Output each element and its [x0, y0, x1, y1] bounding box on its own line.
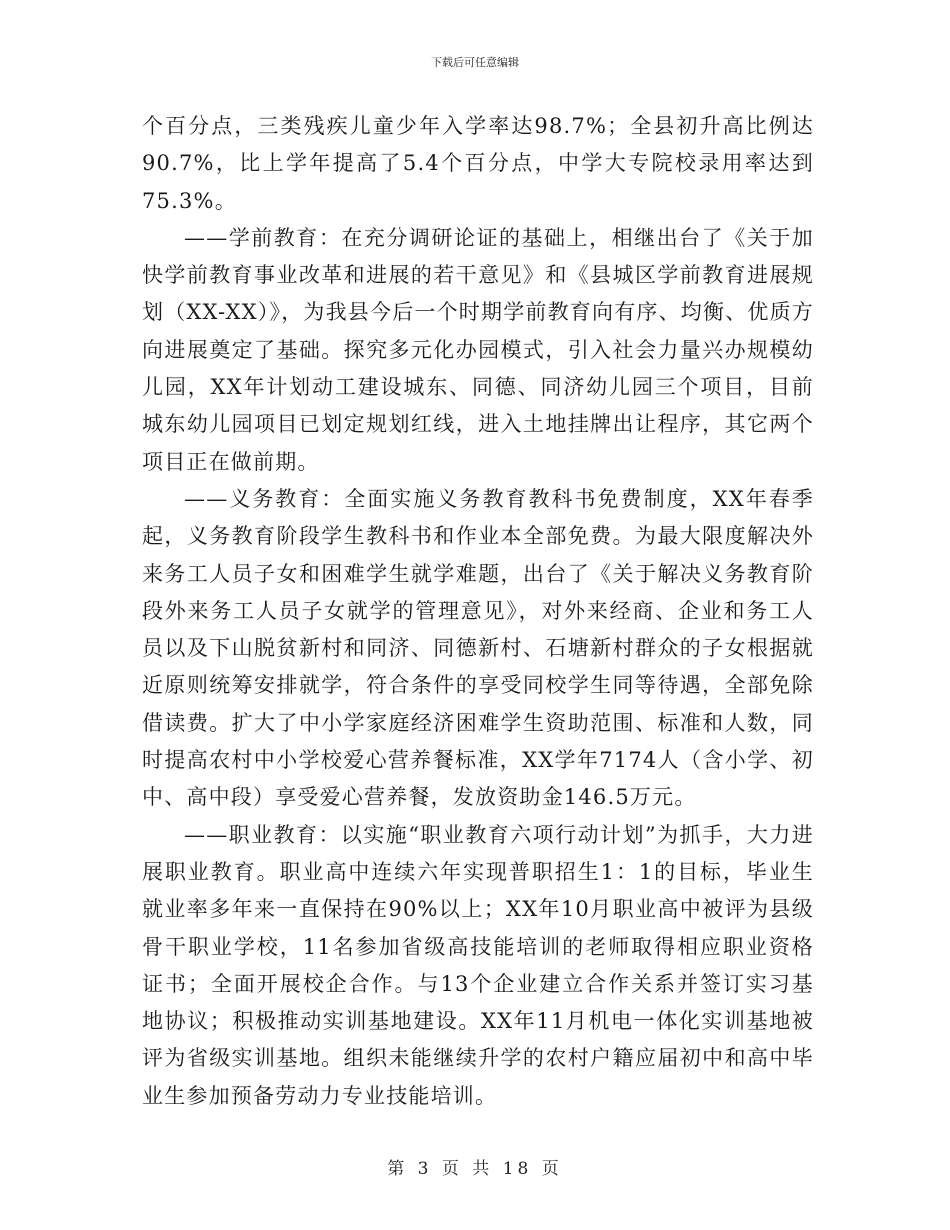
page-header: 下载后可任意编辑: [431, 56, 519, 69]
page-number: 第 3 页 共 18 页: [387, 1159, 563, 1179]
paragraph-preschool-education: ——学前教育：在充分调研论证的基础上，相继出台了《关于加快学前教育事业改革和进展的若干意见》和《县城区学前教育进展规划（XX-XX）》，为我县今后一个时期学前教育向有序、均衡、优质方向进展奠定了基础。探究多元化办园模式，引入社会力量兴办规模幼儿园，XX年计划动工建设城东、同德、同济幼儿园三个项目，目前城东幼儿园项目已划定规划红线，进入土地挂牌出让程序，其它两个项目正在做前期。: [142, 225, 814, 474]
paragraph-continuation: 个百分点，三类残疾儿童少年入学率达98.7%；全县初升高比例达90.7%，比上学年提高了5.4个百分点，中学大专院校录用率达到75.3%。: [142, 114, 814, 213]
paragraph-vocational-education: ——职业教育：以实施“职业教育六项行动计划”为抓手，大力进展职业教育。职业高中连续六年实现普职招生1：1的目标，毕业生就业率多年来一直保持在90%以上；XX年10月职业高中被评为县级骨干职业学校，11名参加省级高技能培训的老师取得相应职业资格证书；全面开展校企合作。与13个企业建立合作关系并签订实习基地协议；积极推动实训基地建设。XX年11月机电一体化实训基地被评为省级实训基地。组织未能继续升学的农村户籍应届初中和高中毕业生参加预备劳动力专业技能培训。: [142, 822, 814, 1108]
document-body: [142, 108, 814, 1115]
paragraph-compulsory-education: ——义务教育：全面实施义务教育教科书免费制度，XX年春季起，义务教育阶段学生教科书和作业本全部免费。为最大限度解决外来务工人员子女和困难学生就学难题，出台了《关于解决义务教育阶段外来务工人员子女就学的管理意见》，对外来经商、企业和务工人员以及下山脱贫新村和同济、同德新村、石塘新村群众的子女根据就近原则统筹安排就学，符合条件的享受同校学生同等待遇，全部免除借读费。扩大了中小学家庭经济困难学生资助范围、标准和人数，同时提高农村中小学校爱心营养餐标准，XX学年7174人（含小学、初中、高中段）享受爱心营养餐，发放资助金146.5万元。: [142, 486, 814, 810]
